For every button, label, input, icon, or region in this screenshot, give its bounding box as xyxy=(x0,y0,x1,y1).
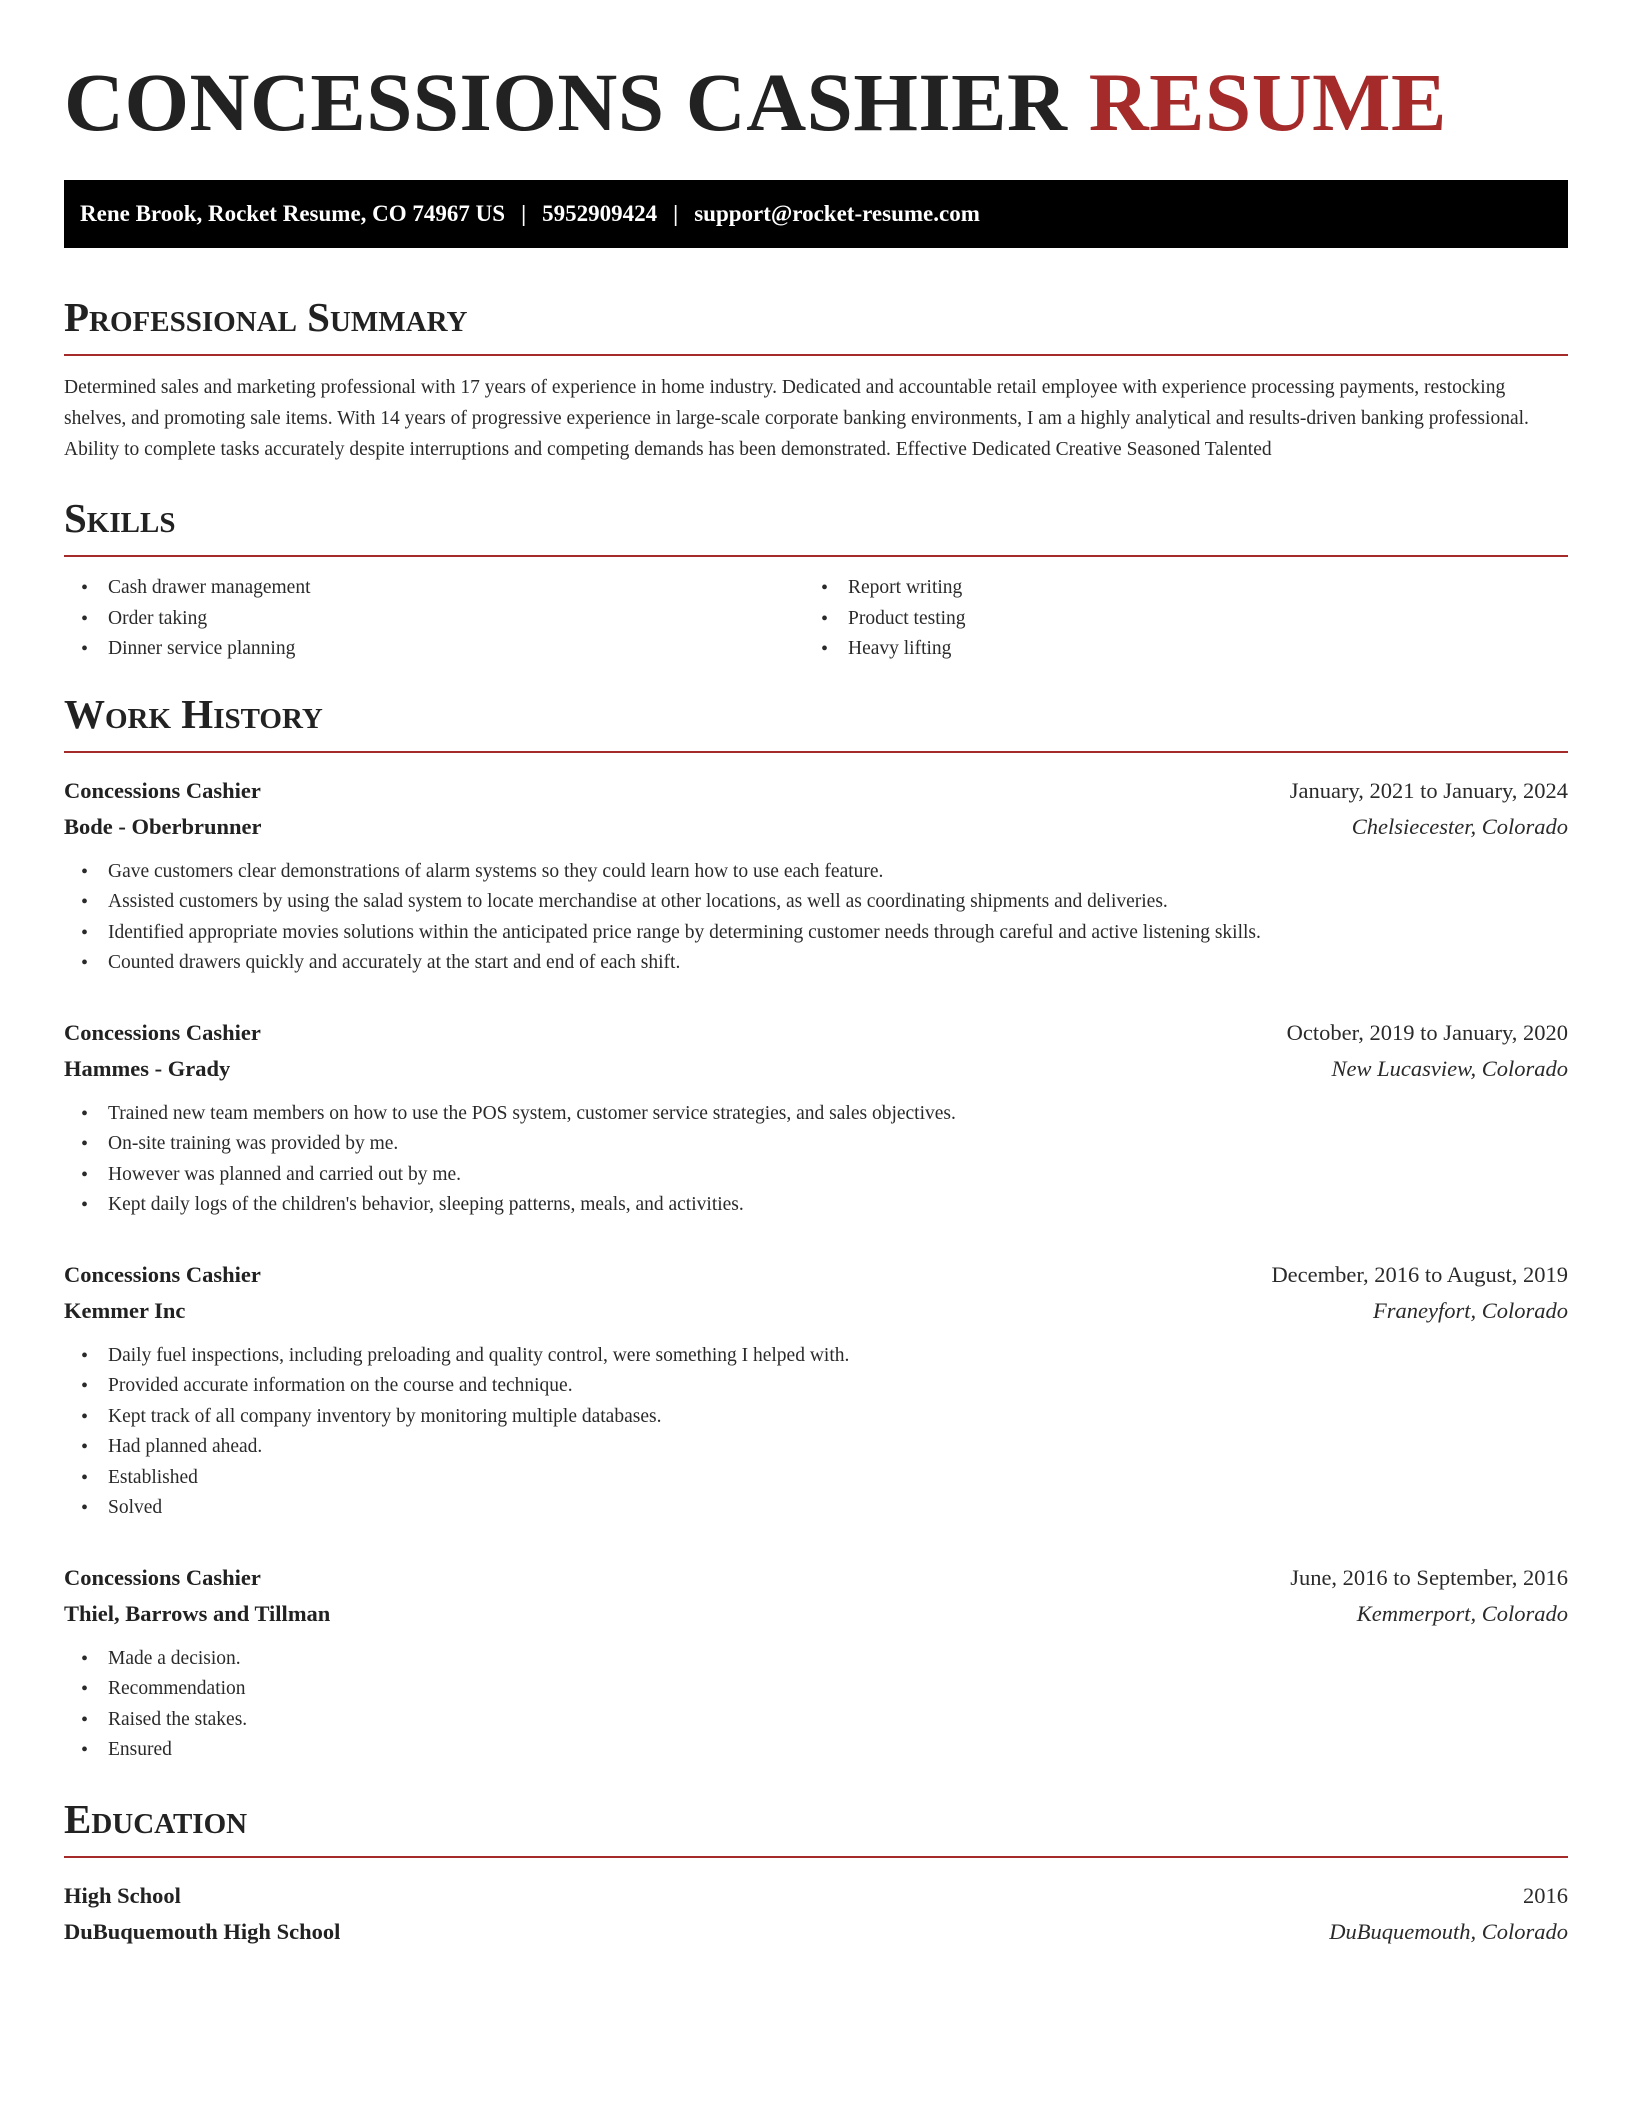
section-heading-skills: Skills xyxy=(64,495,176,541)
job-title: Concessions Cashier xyxy=(64,1261,261,1287)
skill-item: • Product testing xyxy=(804,604,1568,635)
skills-section xyxy=(64,493,1568,665)
education-year: 2016 xyxy=(1523,1882,1568,1908)
section-heading-work-history: Work History xyxy=(64,690,323,737)
job-company: Thiel, Barrows and Tillman xyxy=(64,1600,331,1626)
job-header-row xyxy=(64,1257,1568,1293)
job-bullet: • Raised the stakes. xyxy=(64,1705,1568,1736)
job-bullet: • Provided accurate information on the course and technique. xyxy=(64,1371,1568,1402)
job-title: Concessions Cashier xyxy=(64,777,261,803)
job-location: Kemmerport, Colorado xyxy=(1356,1600,1568,1626)
job-company: Hammes - Grady xyxy=(64,1055,231,1081)
education-header-row xyxy=(64,1878,1568,1914)
contact-separator: | xyxy=(673,201,679,226)
skills-list-right xyxy=(804,573,1568,665)
summary-section xyxy=(64,292,1568,465)
education-degree: High School xyxy=(64,1882,181,1908)
job-bullet: • Identified appropriate movies solutions within the anticipated price range by determining customer needs through careful and active listening skills. xyxy=(64,918,1568,949)
job-title: Concessions Cashier xyxy=(64,1019,261,1045)
skill-item: • Heavy lifting xyxy=(804,634,1568,665)
job-bullet: • Daily fuel inspections, including preloading and quality control, were something I helped with. xyxy=(64,1341,1568,1372)
job-location: Chelsiecester, Colorado xyxy=(1351,813,1568,839)
skill-item: • Cash drawer management xyxy=(64,573,804,604)
job-bullet: • However was planned and carried out by me. xyxy=(64,1160,1568,1191)
education-school-row xyxy=(64,1914,1568,1950)
job-entry xyxy=(64,773,1568,979)
education-entry xyxy=(64,1878,1568,1950)
title-accent: RESUME xyxy=(1088,56,1447,148)
education-location: DuBuquemouth, Colorado xyxy=(1329,1918,1568,1944)
contact-phone: 5952909424 xyxy=(542,201,658,226)
job-bullets xyxy=(64,1099,1568,1221)
job-header-row xyxy=(64,1015,1568,1051)
job-dates: December, 2016 to August, 2019 xyxy=(1271,1261,1568,1287)
job-company: Kemmer Inc xyxy=(64,1297,186,1323)
education-section xyxy=(64,1794,1568,1950)
job-location: New Lucasview, Colorado xyxy=(1331,1055,1568,1081)
section-divider xyxy=(64,555,1568,557)
job-bullet: • Recommendation xyxy=(64,1674,1568,1705)
title-main: CONCESSIONS CASHIER xyxy=(64,56,1068,148)
job-bullet: • Made a decision. xyxy=(64,1644,1568,1675)
job-bullet: • Trained new team members on how to use the POS system, customer service strategies, and sales objectives. xyxy=(64,1099,1568,1130)
job-entry xyxy=(64,1015,1568,1221)
job-company: Bode - Oberbrunner xyxy=(64,813,262,839)
job-company-row xyxy=(64,1051,1568,1087)
job-bullet: • Assisted customers by using the salad system to locate merchandise at other locations, as well as coordinating shipments and deliveries. xyxy=(64,887,1568,918)
contact-separator: | xyxy=(521,201,527,226)
job-company-row xyxy=(64,1596,1568,1632)
job-bullet: • Established xyxy=(64,1463,1568,1494)
job-bullets xyxy=(64,1644,1568,1766)
job-entry xyxy=(64,1257,1568,1524)
skills-list-left xyxy=(64,573,804,665)
job-bullets xyxy=(64,1341,1568,1524)
job-title: Concessions Cashier xyxy=(64,1564,261,1590)
work-history-section xyxy=(64,689,1568,1766)
education-school: DuBuquemouth High School xyxy=(64,1918,341,1944)
contact-bar xyxy=(64,180,1568,248)
job-company-row xyxy=(64,809,1568,845)
section-heading-summary: Professional Summary xyxy=(64,294,468,340)
job-company-row xyxy=(64,1293,1568,1329)
job-dates: June, 2016 to September, 2016 xyxy=(1290,1564,1568,1590)
job-entry xyxy=(64,1560,1568,1766)
section-divider xyxy=(64,354,1568,356)
contact-address: Rene Brook, Rocket Resume, CO 74967 US xyxy=(80,201,506,226)
job-bullet: • Gave customers clear demonstrations of alarm systems so they could learn how to use each feature. xyxy=(64,857,1568,888)
resume-title xyxy=(64,52,1568,152)
job-bullet: • On-site training was provided by me. xyxy=(64,1129,1568,1160)
job-bullet: • Ensured xyxy=(64,1735,1568,1766)
job-dates: January, 2021 to January, 2024 xyxy=(1289,777,1568,803)
job-header-row xyxy=(64,773,1568,809)
section-divider xyxy=(64,1856,1568,1858)
contact-email: support@rocket-resume.com xyxy=(694,201,980,226)
job-bullets xyxy=(64,857,1568,979)
job-bullet: • Kept track of all company inventory by monitoring multiple databases. xyxy=(64,1402,1568,1433)
skill-item: • Report writing xyxy=(804,573,1568,604)
skill-item: • Dinner service planning xyxy=(64,634,804,665)
job-location: Franeyfort, Colorado xyxy=(1373,1297,1568,1323)
job-header-row xyxy=(64,1560,1568,1596)
job-bullet: • Counted drawers quickly and accurately at the start and end of each shift. xyxy=(64,948,1568,979)
section-divider xyxy=(64,751,1568,753)
job-bullet: • Kept daily logs of the children's behavior, sleeping patterns, meals, and activities. xyxy=(64,1190,1568,1221)
skill-item: • Order taking xyxy=(64,604,804,635)
section-heading-education: Education xyxy=(64,1795,248,1842)
job-bullet: • Had planned ahead. xyxy=(64,1432,1568,1463)
summary-text: Determined sales and marketing professional with 17 years of experience in home industry. Dedicated and accountable retail employee with experience processing payments, restocking shelves, and promoting sale items. With 14 years of progressive experience in large-scale corporate banking environments, I am a highly analytical and results-driven banking professional. Ability to complete tasks accurately despite interruptions and competing demands has been demonstrated. Effective Dedicated Creative Seasoned Talented xyxy=(64,377,1529,460)
job-bullet: • Solved xyxy=(64,1493,1568,1524)
skills-grid xyxy=(64,573,1568,665)
job-dates: October, 2019 to January, 2020 xyxy=(1286,1019,1568,1045)
